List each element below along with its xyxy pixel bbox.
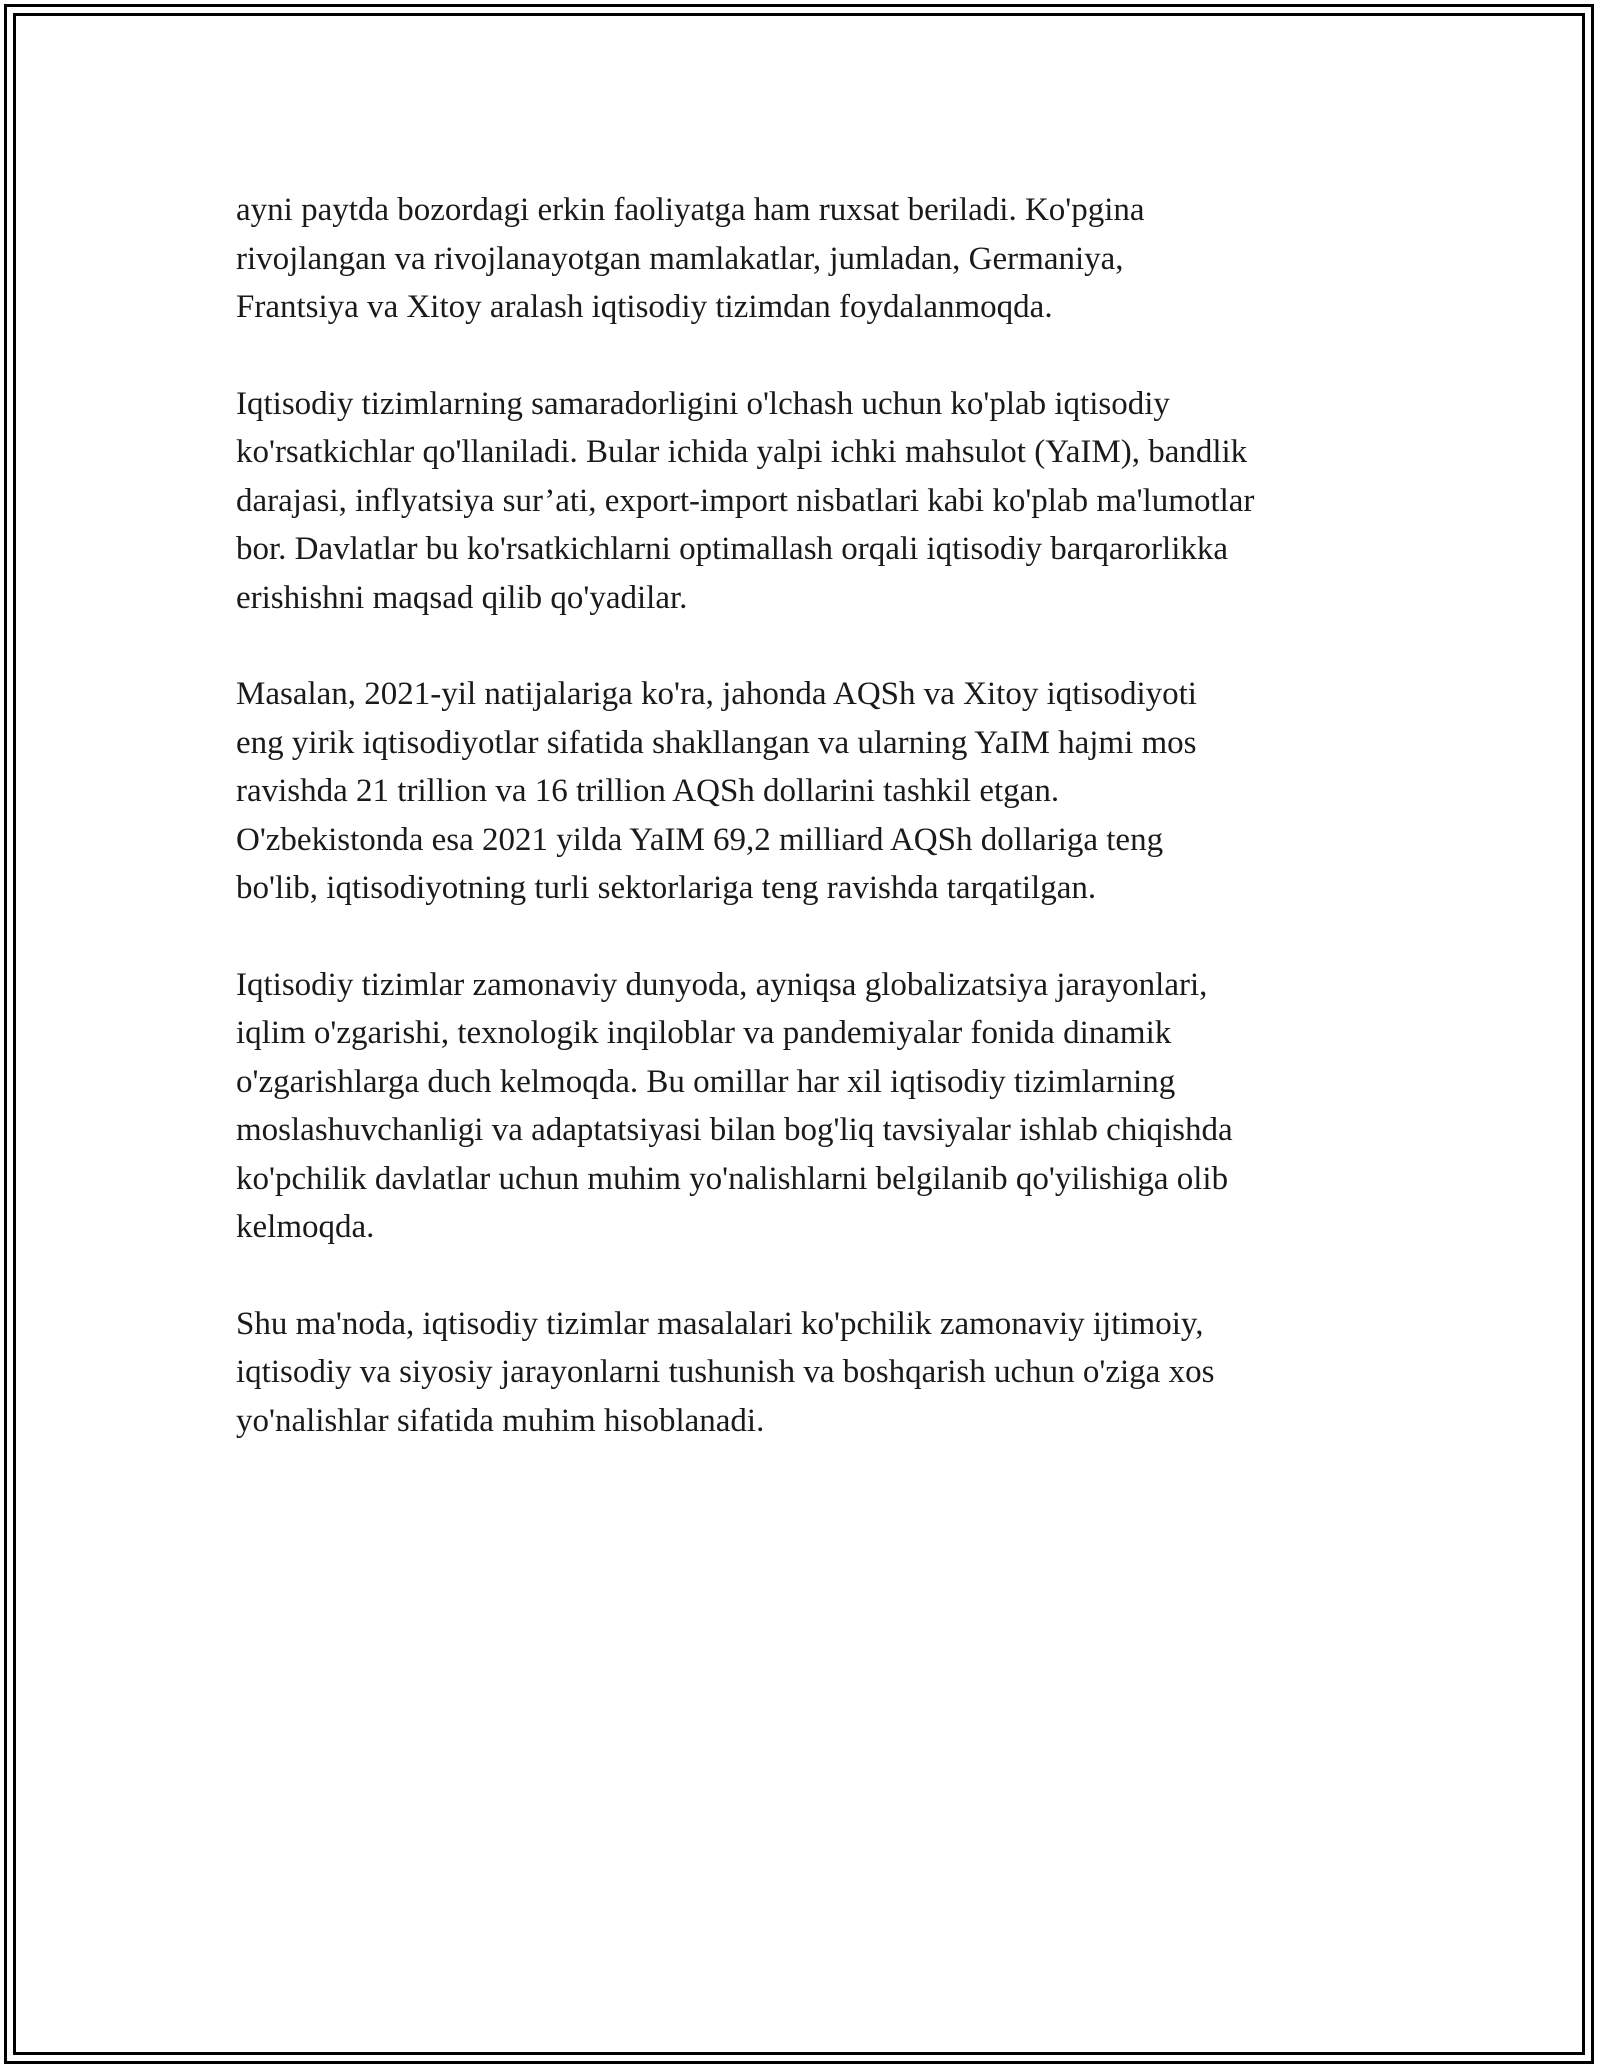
paragraph-1 xyxy=(236,186,1396,332)
text-line: Masalan, 2021-yil natijalariga ko'ra, jahonda AQSh va Xitoy iqtisodiyoti xyxy=(236,676,1197,712)
paragraph-4 xyxy=(236,961,1396,1252)
text-line: ko'pchilik davlatlar uchun muhim yo'nalishlarni belgilanib qo'yilishiga olib xyxy=(236,1160,1229,1197)
text-line: erishishni maqsad qilib qo'yadilar. xyxy=(236,579,688,616)
text-line: moslashuvchanligi va adaptatsiyasi bilan bog'liq tavsiyalar ishlab chiqishda xyxy=(236,1112,1233,1148)
text-line: ravishda 21 trillion va 16 trillion AQSh dollarini tashkil etgan. xyxy=(236,773,1060,809)
text-line: kelmoqda. xyxy=(236,1209,375,1245)
text-line: O'zbekistonda esa 2021 yilda YaIM 69,2 milliard AQSh dollariga teng xyxy=(236,821,1164,858)
paragraph-3 xyxy=(236,670,1396,913)
text-line: bor. Davlatlar bu ko'rsatkichlarni optimallash orqali iqtisodiy barqarorlikka xyxy=(236,531,1229,567)
text-line: iqtisodiy va siyosiy jarayonlarni tushunish va boshqarish uchun o'ziga xos xyxy=(236,1354,1215,1390)
text-line: eng yirik iqtisodiyotlar sifatida shakllangan va ularning YaIM hajmi mos xyxy=(236,724,1197,761)
document-body xyxy=(236,186,1396,1493)
text-line: ko'rsatkichlar qo'llaniladi. Bular ichida yalpi ichki mahsulot (YaIM), bandlik xyxy=(236,434,1248,470)
text-line: darajasi, inflyatsiya sur’ati, export-import nisbatlari kabi ko'plab ma'lumotlar xyxy=(236,482,1255,519)
paragraph-2 xyxy=(236,380,1396,623)
text-line: rivojlangan va rivojlanayotgan mamlakatlar, jumladan, Germaniya, xyxy=(236,240,1124,277)
text-line: Iqtisodiy tizimlarning samaradorligini o'lchash uchun ko'plab iqtisodiy xyxy=(236,385,1170,422)
text-line: Frantsiya va Xitoy aralash iqtisodiy tizimdan foydalanmoqda. xyxy=(236,289,1053,325)
text-line: ayni paytda bozordagi erkin faoliyatga ham ruxsat beriladi. Ko'pgina xyxy=(236,192,1145,228)
paragraph-5 xyxy=(236,1300,1396,1446)
text-line: Iqtisodiy tizimlar zamonaviy dunyoda, ayniqsa globalizatsiya jarayonlari, xyxy=(236,966,1208,1003)
text-line: Shu ma'noda, iqtisodiy tizimlar masalalari ko'pchilik zamonaviy ijtimoiy, xyxy=(236,1305,1204,1342)
text-line: bo'lib, iqtisodiyotning turli sektorlariga teng ravishda tarqatilgan. xyxy=(236,870,1097,906)
text-line: iqlim o'zgarishi, texnologik inqiloblar va pandemiyalar fonida dinamik xyxy=(236,1015,1172,1051)
text-line: o'zgarishlarga duch kelmoqda. Bu omillar har xil iqtisodiy tizimlarning xyxy=(236,1063,1176,1100)
text-line: yo'nalishlar sifatida muhim hisoblanadi. xyxy=(236,1402,765,1439)
